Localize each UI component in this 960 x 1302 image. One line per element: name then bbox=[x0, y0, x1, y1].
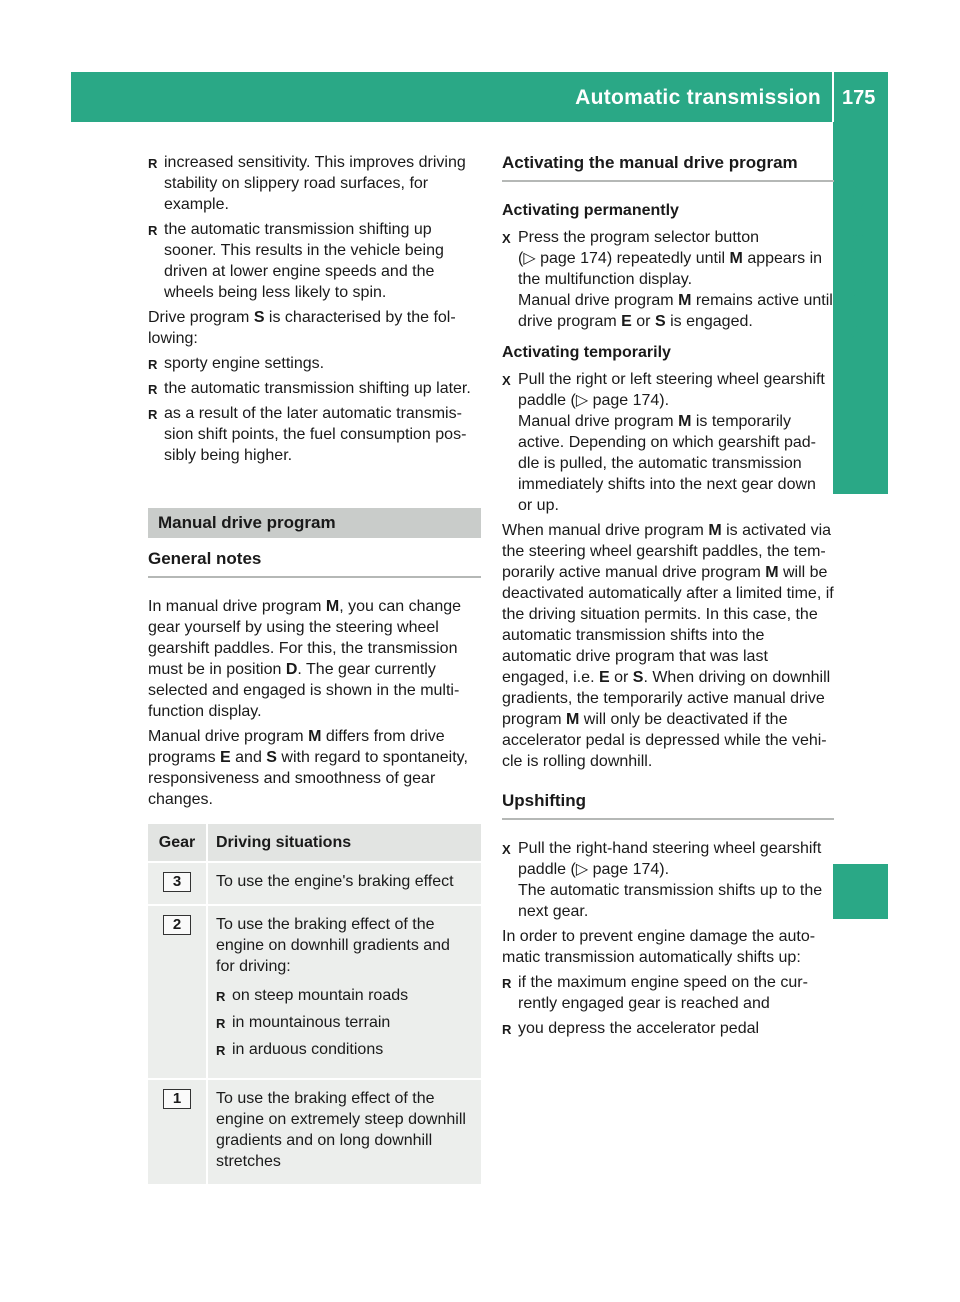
table-row bbox=[148, 1079, 481, 1184]
list-item: R the automatic transmission shifting up later. bbox=[148, 378, 481, 399]
list-item: R the automatic transmission shifting up sooner. This results in the vehicle being driven at lower engine speeds and the wheels being less likely to spin. bbox=[148, 219, 481, 303]
instruction-step: X Press the program selector button (▷ page 174) repeatedly until M appears in the multifunction display. Manual drive program M remains active until drive program E or S is engaged. bbox=[502, 227, 834, 332]
activating-heading: Activating the manual drive program bbox=[502, 152, 834, 182]
list-item: R on steep mountain roads bbox=[216, 985, 473, 1006]
list-item: R as a result of the later automatic transmis- sion shift points, the fuel consumption pos- sibly being higher. bbox=[148, 403, 481, 466]
page-header bbox=[71, 72, 888, 122]
section-title: Manual drive program bbox=[148, 508, 481, 538]
gear-3-key: 3 bbox=[163, 872, 191, 892]
list-item: R if the maximum engine speed on the cur- rently engaged gear is reached and bbox=[502, 972, 834, 1014]
paragraph-upshift: In order to prevent engine damage the auto- matic transmission automatically shifts up: bbox=[502, 928, 816, 966]
table-header-row bbox=[148, 824, 481, 862]
list-item: R increased sensitivity. This improves driving stability on slippery road surfaces, for example. bbox=[148, 152, 481, 215]
header-title: Automatic transmission bbox=[575, 86, 821, 109]
paragraph-deactivation: When manual drive program M is activated via the steering wheel gearshift paddles, the tem- porarily active manual drive program M will be deactivated automatically after a limited time, if the driving situation permits. In this case, the automatic transmission shifts into the automatic drive program that was last engaged, i.e. E or S. When driving on downhill gradients, the temporarily active manual drive program M will only be deactivated if the accelerator pedal is depressed while the vehi- cle is rolling downhill. bbox=[502, 522, 834, 770]
paragraph-manual-differs: Manual drive program M differs from drive programs E and S with regard to spontaneity, responsiveness and smoothness of gear changes. bbox=[148, 728, 468, 808]
list-item: R in arduous conditions bbox=[216, 1039, 473, 1060]
table-row bbox=[148, 862, 481, 905]
page-number: 175 bbox=[842, 87, 876, 109]
right-column bbox=[502, 152, 834, 1043]
temporary-heading: Activating temporarily bbox=[502, 344, 671, 361]
table-cell: To use the braking effect of the engine on downhill gradients and for driving: R on steep mountain roads R in mountainous terrain R in arduous conditions bbox=[207, 905, 481, 1079]
instruction-step: X Pull the right or left steering wheel gearshift paddle (▷ page 174). Manual drive program M is temporarily active. Depending on which gearshift pad- dle is pulled, the automatic transmission immediately shifts into the next gear down or up. bbox=[502, 369, 834, 516]
general-notes-heading: General notes bbox=[148, 548, 481, 578]
gear-2-key: 2 bbox=[163, 915, 191, 935]
table-row bbox=[148, 905, 481, 1079]
table-cell: To use the engine's braking effect bbox=[207, 862, 481, 905]
gear-table bbox=[148, 824, 481, 1184]
permanent-heading: Activating permanently bbox=[502, 202, 679, 219]
table-cell: To use the braking effect of the engine on extremely steep downhill gradients and on long downhill stretches bbox=[207, 1079, 481, 1184]
instruction-step: X Pull the right-hand steering wheel gearshift paddle (▷ page 174). The automatic transmission shifts up to the next gear. bbox=[502, 838, 834, 922]
upshifting-heading: Upshifting bbox=[502, 790, 834, 820]
list-item: R you depress the accelerator pedal bbox=[502, 1018, 834, 1039]
chapter-marker bbox=[833, 864, 888, 919]
list-item: R sporty engine settings. bbox=[148, 353, 481, 374]
table-header-gear: Gear bbox=[148, 824, 207, 862]
gear-1-key: 1 bbox=[163, 1089, 191, 1109]
chapter-tab-label: Driving and parking bbox=[846, 149, 869, 347]
left-column bbox=[148, 152, 481, 1184]
list-item: R in mountainous terrain bbox=[216, 1012, 473, 1033]
header-separator bbox=[832, 72, 834, 122]
table-header-situations: Driving situations bbox=[207, 824, 481, 862]
paragraph-manual-intro: In manual drive program M, you can change gear yourself by using the steering wheel gearshift paddles. For this, the transmission must be in position D. The gear currently selected and engaged is shown in the multi- function display. bbox=[148, 598, 462, 720]
paragraph-s-program: Drive program S is characterised by the fol- lowing: bbox=[148, 309, 456, 347]
